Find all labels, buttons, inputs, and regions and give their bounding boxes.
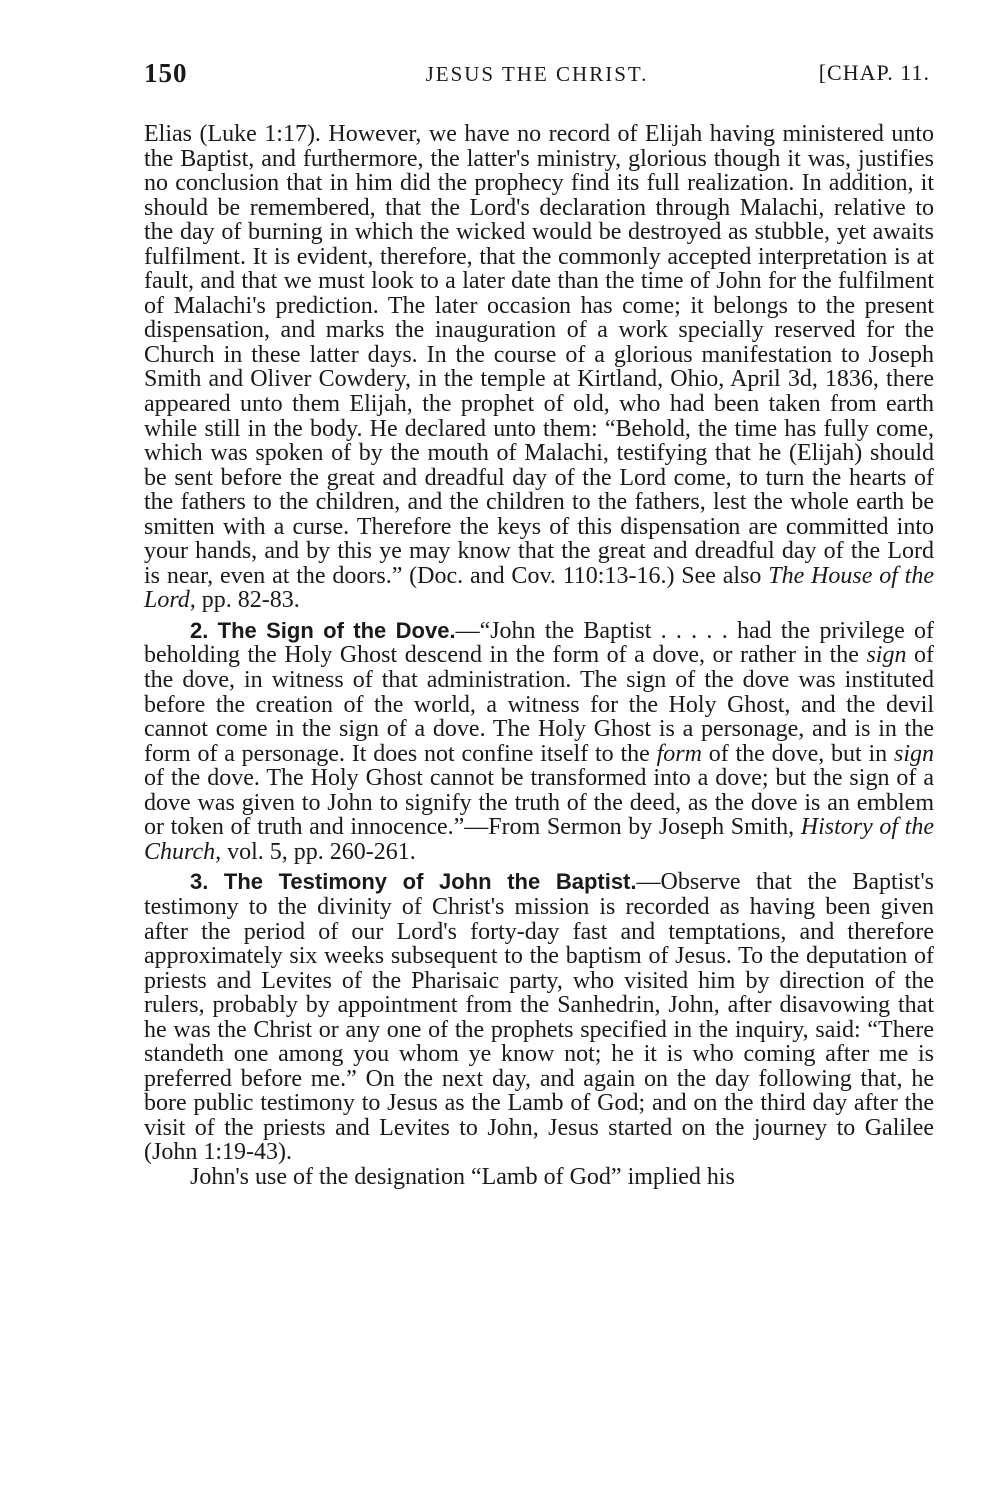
- note-heading: The Testimony of John the Baptist.: [223, 869, 637, 895]
- running-title: JESUS THE CHRIST.: [425, 62, 649, 86]
- italic-run: History of the Church,: [144, 814, 934, 865]
- text-run: —“John the Baptist . . . . . had the privilege of beholding the Holy Ghost descend in the form of a dove, or rather in the: [144, 617, 934, 669]
- text-run: vol. 5, pp. 260-261.: [221, 838, 416, 865]
- text-run: of the dove, in witness of that administration. The sign of the dove was instituted before the creation of the world, a witness for the Holy Ghost, and the devil cannot come in the sign of a dove. The Holy Ghost is a personage, and is in the form of a personage. It does not confine itself to the: [144, 642, 934, 767]
- body-text: [144, 122, 934, 1190]
- text-run: of the dove. The Holy Ghost cannot be transformed into a dove; but the sign of a dove was given to John to signify the truth of the deed, as the dove is an emblem or token of truth and innocence.”—From Sermon by Joseph Smith,: [144, 765, 934, 841]
- note-heading: The Sign of the Dove.: [217, 617, 456, 643]
- page-number: 150: [144, 58, 188, 88]
- note-3: [144, 870, 934, 1165]
- italic-run: sign: [866, 642, 907, 669]
- note-2: [144, 619, 934, 864]
- chapter-label: [CHAP. 11.: [818, 60, 930, 85]
- note-number: 2.: [190, 617, 209, 643]
- italic-run: form: [656, 740, 702, 767]
- note-number: 3.: [190, 869, 209, 895]
- running-header: [144, 58, 930, 98]
- text-run: John's use of the designation “Lamb of God” implied his: [190, 1163, 735, 1190]
- italic-run: sign: [893, 740, 934, 767]
- text-run: —Observe that the Baptist's testimony to the divinity of Christ's mission is recorded as having been given after the period of our Lord's forty-day fast and temptations, and therefore approximately six weeks subsequent to the baptism of Jesus. To the deputation of priests and Levites of the Pharisaic party, who visited him by direction of the rulers, probably by appointment from the Sanhedrin, John, after disavowing that he was the Christ or any one of the prophets specified in the inquiry, said: “There standeth one among you whom ye know not; he it is who coming after me is preferred before me.” On the next day, and again on the day following that, he bore public testimony to Jesus as the Lamb of God; and on the third day after the visit of the priests and Levites to John, Jesus started on the journey to Galilee (John 1:19-43).: [144, 869, 934, 1166]
- text-run: Elias (Luke 1:17). However, we have no record of Elijah having ministered unto the Baptist, and furthermore, the latter's ministry, glorious though it was, justifies no conclusion that in him did the prophecy find its full realization. In addition, it should be remembered, that the Lord's declaration through Malachi, relative to the day of burning in which the wicked would be destroyed as stubble, yet awaits fulfilment. It is evident, therefore, that the commonly accepted interpretation is at fault, and that we must look to a later date than the time of John for the fulfilment of Malachi's prediction. The later occasion has come; it belongs to the present dispensation, and marks the inauguration of a work specially reserved for the Church in these latter days. In the course of a glorious manifestation to Joseph Smith and Oliver Cowdery, in the temple at Kirtland, Ohio, April 3d, 1836, there appeared unto them Elijah, the prophet of old, who had been taken from earth while still in the body. He declared unto them: “Behold, the time has fully come, which was spoken of by the mouth of Malachi, testifying that he (Elijah) should be sent before the great and dreadful day of the Lord come, to turn the hearts of the fathers to the children, and the children to the fathers, lest the whole earth be smitten with a curse. Therefore the keys of this dispensation are committed into your hands, and by this ye may know that the great and dreadful day of the Lord is near, even at the doors.” (Doc. and Cov. 110:13-16.) See also: [144, 121, 934, 589]
- text-run: pp. 82-83.: [195, 587, 300, 614]
- text-run: of the dove, but in: [701, 740, 894, 767]
- paragraph-final: [144, 1165, 934, 1190]
- italic-run: The House of the Lord,: [144, 562, 934, 614]
- paragraph-continued: [144, 122, 934, 613]
